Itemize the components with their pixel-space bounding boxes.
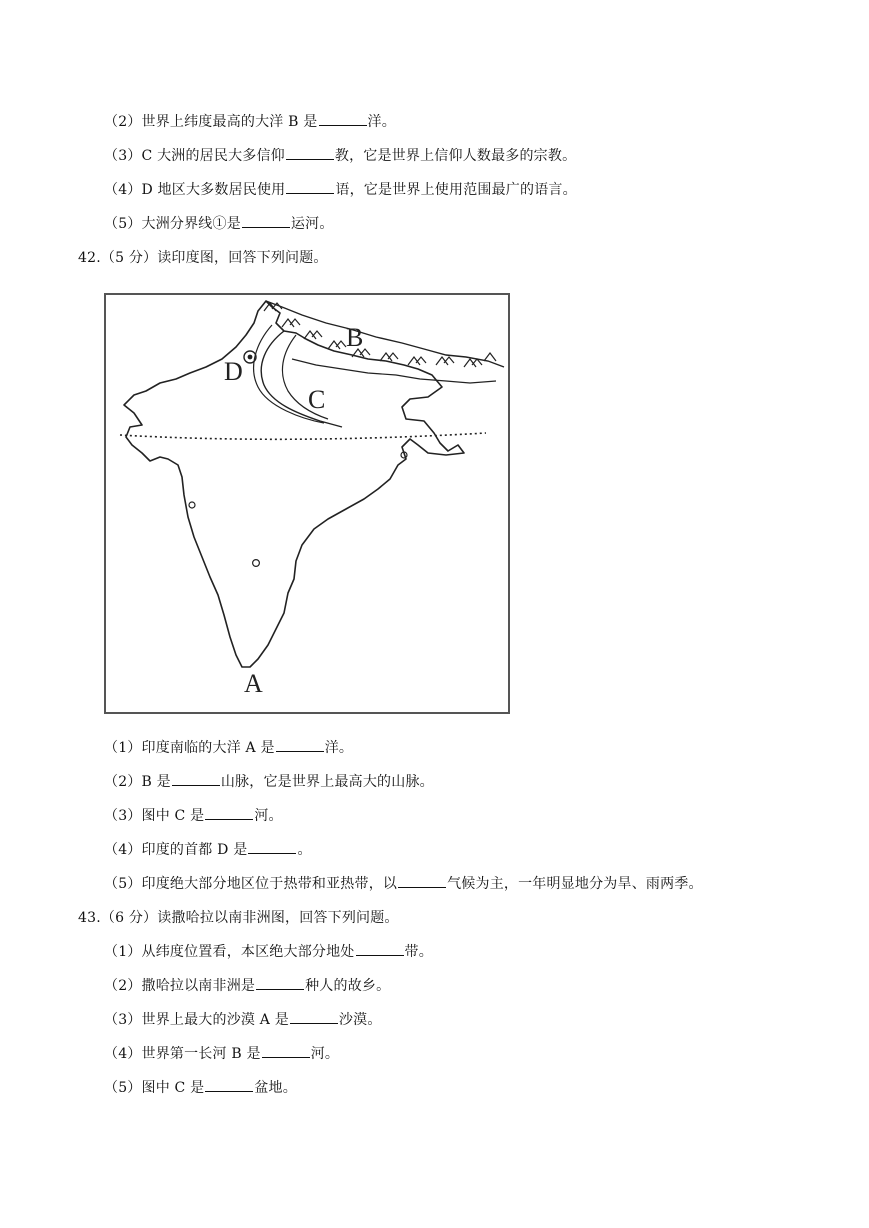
answer-blank[interactable] xyxy=(286,146,334,160)
q42-item-4 xyxy=(104,840,312,860)
q41-item-3 xyxy=(104,146,576,166)
q43-item-2 xyxy=(104,976,390,996)
q42-item-5-prefix: （5）印度绝大部分地区位于热带和亚热带，以 xyxy=(104,876,398,892)
answer-blank[interactable] xyxy=(205,806,253,820)
answer-blank[interactable] xyxy=(276,738,324,752)
india-map xyxy=(104,293,510,714)
q43-item-1-prefix: （1）从纬度位置看，本区绝大部分地处 xyxy=(104,944,355,960)
himalaya-ridge xyxy=(266,301,504,367)
q43-item-5 xyxy=(104,1078,297,1098)
q42-item-1-prefix: （1）印度南临的大洋 A 是 xyxy=(104,740,275,756)
india-outline xyxy=(124,301,464,667)
q41-item-5-prefix: （5）大洲分界线①是 xyxy=(104,216,241,232)
india-map-drawing xyxy=(106,295,508,712)
q42-item-2 xyxy=(104,772,434,792)
answer-blank[interactable] xyxy=(248,840,296,854)
answer-blank[interactable] xyxy=(356,942,404,956)
q42-item-1 xyxy=(104,738,353,758)
q41-item-5-suffix: 运河。 xyxy=(290,216,334,232)
q43-item-4 xyxy=(104,1044,339,1064)
q43-item-1 xyxy=(104,942,433,962)
answer-blank[interactable] xyxy=(242,214,290,228)
q42-item-3-prefix: （3）图中 C 是 xyxy=(104,808,205,824)
city-dot xyxy=(189,502,195,508)
q41-item-3-prefix: （3）C 大洲的居民大多信仰 xyxy=(104,148,285,164)
q41-item-2-prefix: （2）世界上纬度最高的大洋 B 是 xyxy=(104,114,318,130)
q41-item-4 xyxy=(104,180,577,200)
q43-item-4-suffix: 河。 xyxy=(310,1046,340,1062)
q41-item-2-suffix: 洋。 xyxy=(367,114,396,130)
answer-blank[interactable] xyxy=(256,976,304,990)
q43-item-5-suffix: 盆地。 xyxy=(254,1080,297,1096)
q43-item-2-prefix: （2）撒哈拉以南非洲是 xyxy=(104,978,256,994)
q43-item-4-prefix: （4）世界第一长河 B 是 xyxy=(104,1046,261,1062)
q42-item-3-suffix: 河。 xyxy=(254,808,283,824)
q42-item-2-suffix: 山脉，它是世界上最高大的山脉。 xyxy=(220,774,434,790)
tropic-of-cancer xyxy=(120,433,486,439)
answer-blank[interactable] xyxy=(290,1010,338,1024)
q42-item-5 xyxy=(104,874,703,894)
q43-item-1-suffix: 带。 xyxy=(404,944,433,960)
answer-blank[interactable] xyxy=(319,112,367,126)
map-label-c: C xyxy=(308,385,326,414)
q42-item-3 xyxy=(104,806,283,826)
q42-item-4-prefix: （4）印度的首都 D 是 xyxy=(104,842,248,858)
q41-item-4-suffix: 语，它是世界上使用范围最广的语言。 xyxy=(335,182,577,198)
capital-marker-inner xyxy=(248,355,253,360)
q43-item-3-prefix: （3）世界上最大的沙漠 A 是 xyxy=(104,1012,289,1028)
q43-item-3-suffix: 沙漠。 xyxy=(338,1012,382,1028)
city-dot xyxy=(253,560,260,567)
q43-header: 43.（6 分）读撒哈拉以南非洲图，回答下列问题。 xyxy=(78,910,399,926)
ganges-river xyxy=(261,331,342,427)
q42-item-5-suffix: 气候为主，一年明显地分为旱、雨两季。 xyxy=(447,876,703,892)
answer-blank[interactable] xyxy=(398,874,446,888)
q41-item-3-suffix: 教，它是世界上信仰人数最多的宗教。 xyxy=(334,148,577,164)
q41-item-2 xyxy=(104,112,396,132)
answer-blank[interactable] xyxy=(205,1078,253,1092)
q42-item-2-prefix: （2）B 是 xyxy=(104,774,171,790)
q41-item-4-prefix: （4）D 地区大多数居民使用 xyxy=(104,182,286,198)
answer-blank[interactable] xyxy=(262,1044,310,1058)
map-label-b: B xyxy=(346,323,364,352)
q43-item-5-prefix: （5）图中 C 是 xyxy=(104,1080,205,1096)
answer-blank[interactable] xyxy=(172,772,220,786)
map-label-a: A xyxy=(244,669,263,698)
q43-item-3 xyxy=(104,1010,382,1030)
q41-item-5 xyxy=(104,214,334,234)
q42-item-1-suffix: 洋。 xyxy=(324,740,354,756)
answer-blank[interactable] xyxy=(286,180,334,194)
q42-item-4-suffix: 。 xyxy=(297,842,312,858)
map-label-d: D xyxy=(224,357,243,386)
q42-header: 42.（5 分）读印度图，回答下列问题。 xyxy=(78,250,328,266)
q43-item-2-suffix: 种人的故乡。 xyxy=(305,978,391,994)
